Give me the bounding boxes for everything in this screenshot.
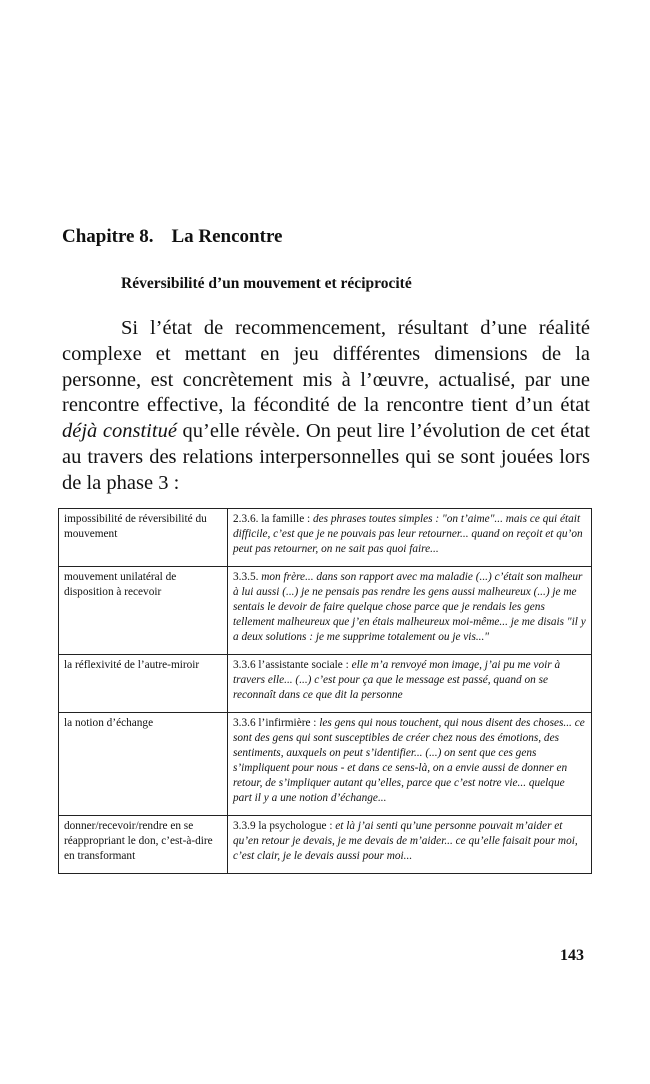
table-row bbox=[59, 567, 592, 655]
quote-source: 2.3.6. la famille : bbox=[233, 513, 313, 525]
quotes-table bbox=[58, 508, 592, 874]
notion-cell: la notion d’échange bbox=[59, 713, 228, 816]
quote-source: 3.3.6 l’infirmière : bbox=[233, 717, 320, 729]
notion-cell: donner/recevoir/rendre en se réappropriant le don, c’est-à-dire en transformant bbox=[59, 816, 228, 874]
table-row bbox=[59, 509, 592, 567]
page-number: 143 bbox=[560, 947, 584, 964]
paragraph-emphasis: déjà constitué bbox=[62, 420, 177, 443]
table-row bbox=[59, 816, 592, 874]
quote-text: des phrases toutes simples : "on t’aime"... mais ce qui était difficile, c’est que je ne pouvais pas leur retourner... quand on reçoit et qu’on peut pas retourner, on ne sait pas quoi faire... bbox=[233, 513, 583, 555]
paragraph-text-before: Si l’état de recommencement, résultant d’une réalité complexe et mettant en jeu différentes dimensions de la personne, est concrètement mis à l’œuvre, actualisé, par une rencontre effective, la fécondité de la rencontre tient d’un état bbox=[62, 317, 590, 417]
quote-source: 3.3.5. bbox=[233, 571, 262, 583]
quote-text: et là j’ai senti qu’une personne pouvait m’aider et qu’en retour je devais, je me devais de m’aider... ce qu’elle faisait pour moi, c’est clair, je le devais aussi pour moi... bbox=[233, 820, 578, 862]
quote-source: 3.3.6 l’assistante sociale : bbox=[233, 659, 352, 671]
paragraph-text-after: qu’elle révèle. On peut lire l’évolution de cet état au travers des relations interpersonnelles qui se sont jouées lors de la phase 3 : bbox=[62, 420, 590, 494]
body-paragraph bbox=[62, 316, 590, 497]
notion-cell: mouvement unilatéral de disposition à recevoir bbox=[59, 567, 228, 655]
quote-cell bbox=[228, 655, 592, 713]
chapter-number: Chapitre 8. bbox=[62, 226, 154, 247]
table-row bbox=[59, 655, 592, 713]
quote-cell bbox=[228, 713, 592, 816]
chapter-heading bbox=[62, 226, 282, 248]
quote-cell bbox=[228, 509, 592, 567]
quote-source: 3.3.9 la psychologue : bbox=[233, 820, 336, 832]
quote-text: mon frère... dans son rapport avec ma maladie (...) c’était son malheur à lui aussi (...) je ne pensais pas rendre les gens aussi malheureux (...) je me sentais le devoir de faire quelque chose parce que je rendais les gens tellement malheureux que j’en étais malheureux moi-même... je me disais "il y a deux solutions : je me supprime totalement ou je vis..." bbox=[233, 571, 586, 643]
quote-text: elle m’a renvoyé mon image, j’ai pu me voir à travers elle... (...) c’est pour ça que le message est passé, quand on se reconnaît dans ce que dit la personne bbox=[233, 659, 561, 701]
table-row bbox=[59, 713, 592, 816]
notion-cell: la réflexivité de l’autre-miroir bbox=[59, 655, 228, 713]
chapter-title: La Rencontre bbox=[171, 226, 283, 247]
section-heading: Réversibilité d’un mouvement et réciprocité bbox=[121, 275, 412, 292]
quote-cell bbox=[228, 567, 592, 655]
notion-cell: impossibilité de réversibilité du mouvement bbox=[59, 509, 228, 567]
quote-cell bbox=[228, 816, 592, 874]
quote-text: les gens qui nous touchent, qui nous disent des choses... ce sont des gens qui sont susceptibles de créer chez nous des émotions, des sentiments, auxquels on peut s’identifier... (...) on sent que ces gens s’impliquent pour nous - et dans ce sens-là, on a envie aussi de donner en retour, de s’impliquer autant qu’elles, parce que c’est notre vie... quelque part il y a une notion d’échange... bbox=[233, 717, 585, 804]
